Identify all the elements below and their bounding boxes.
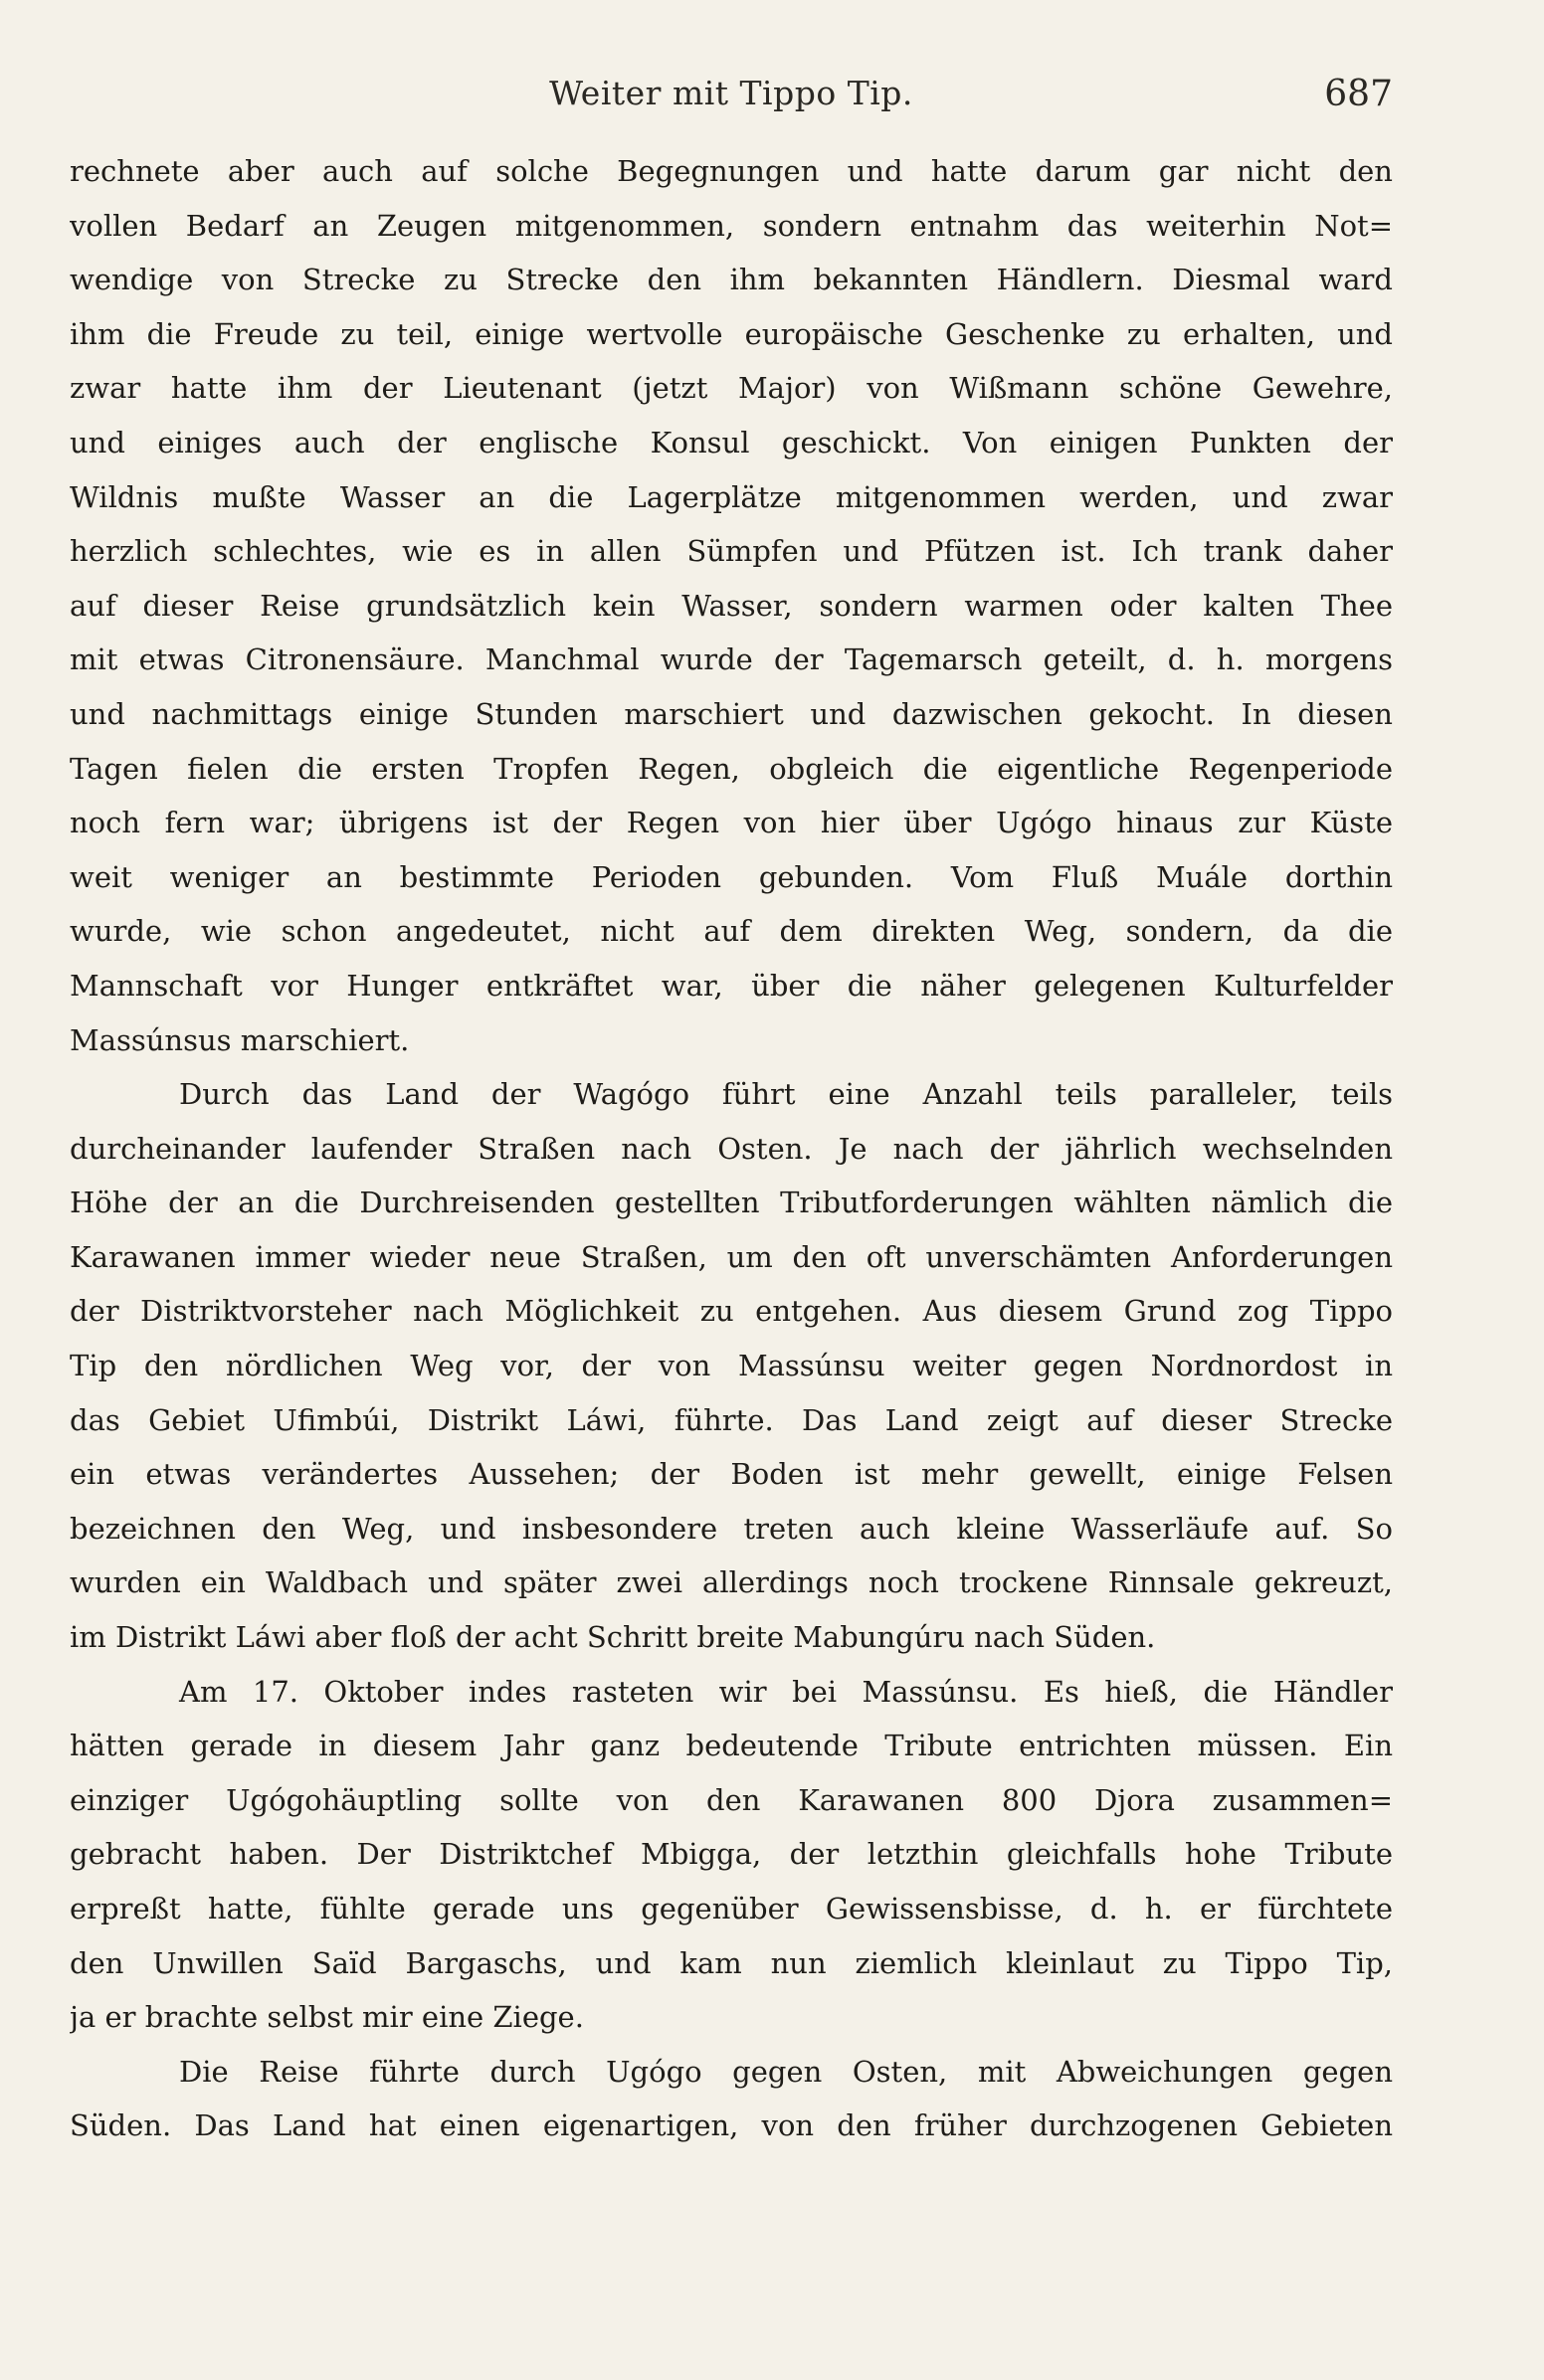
text-line: auf dieser Reise grundsätzlich kein Wasser, sondern warmen oder kalten Thee (70, 588, 1393, 623)
text-line: wendige von Strecke zu Strecke den ihm bekannten Händlern. Diesmal ward (70, 263, 1393, 297)
text-line: herzlich schlechtes, wie es in allen Sümpfen und Pfützen ist. Ich trank daher (70, 534, 1393, 569)
text-line: gebracht haben. Der Distriktchef Mbigga, der letzthin gleichfalls hohe Tribute (70, 1837, 1393, 1872)
text-line: Tagen fielen die ersten Tropfen Regen, obgleich die eigentliche Regenperiode (70, 751, 1393, 786)
text-line: Die Reise führte durch Ugógo gegen Osten, mit Abweichungen gegen (179, 2054, 1393, 2089)
text-line: der Distriktvorsteher nach Möglichkeit zu entgehen. Aus diesem Grund zog Tippo (70, 1294, 1393, 1329)
running-title: Weiter mit Tippo Tip. (549, 74, 913, 112)
text-line: ja er brachte selbst mir eine Ziege. (70, 2000, 584, 2035)
text-line: das Gebiet Ufimbúi, Distrikt Láwi, führte. Das Land zeigt auf dieser Strecke (70, 1402, 1393, 1437)
text-line: und nachmittags einige Stunden marschiert und dazwischen gekocht. In diesen (70, 696, 1393, 731)
page-number: 687 (1324, 74, 1393, 114)
text-line: Wildnis mußte Wasser an die Lagerplätze mitgenommen werden, und zwar (70, 479, 1393, 514)
text-line: Mannschaft vor Hunger entkräftet war, über die näher gelegenen Kulturfelder (70, 968, 1393, 1003)
body-text (70, 144, 1393, 2153)
text-line: den Unwillen Saïd Bargaschs, und kam nun ziemlich kleinlaut zu Tippo Tip, (70, 1945, 1393, 1980)
text-line: Am 17. Oktober indes rasteten wir bei Massúnsu. Es hieß, die Händler (179, 1674, 1393, 1709)
text-line: ihm die Freude zu teil, einige wertvolle europäische Geschenke zu erhalten, und (70, 316, 1393, 351)
text-line: weit weniger an bestimmte Perioden gebunden. Vom Fluß Muále dorthin (70, 859, 1393, 894)
text-line: Süden. Das Land hat einen eigenartigen, von den früher durchzogenen Gebieten (70, 2108, 1393, 2143)
text-line: Massúnsus marschiert. (70, 1022, 410, 1057)
text-line: rechnete aber auch auf solche Begegnungen und hatte darum gar nicht den (70, 154, 1393, 188)
text-line: bezeichnen den Weg, und insbesondere treten auch kleine Wasserläufe auf. So (70, 1511, 1393, 1546)
running-head (70, 74, 1393, 123)
text-line: Höhe der an die Durchreisenden gestellten Tributforderungen wählten nämlich die (70, 1186, 1393, 1220)
text-line: erpreßt hatte, fühlte gerade uns gegenüber Gewissensbisse, d. h. er fürchtete (70, 1892, 1393, 1925)
text-line: wurden ein Waldbach und später zwei allerdings noch trockene Rinnsale gekreuzt, (70, 1565, 1393, 1600)
text-line: und einiges auch der englische Konsul geschickt. Von einigen Punkten der (70, 425, 1393, 459)
text-line: einziger Ugógohäuptling sollte von den Karawanen 800 Djora zusammen= (70, 1782, 1393, 1817)
text-line: im Distrikt Láwi aber floß der acht Schritt breite Mabungúru nach Süden. (70, 1620, 1156, 1655)
text-line: durcheinander laufender Straßen nach Osten. Je nach der jährlich wechselnden (70, 1131, 1393, 1166)
text-line: hätten gerade in diesem Jahr ganz bedeutende Tribute entrichten müssen. Ein (70, 1729, 1393, 1763)
text-line: Tip den nördlichen Weg vor, der von Massúnsu weiter gegen Nordnordost in (70, 1349, 1393, 1383)
text-line: ein etwas verändertes Aussehen; der Boden ist mehr gewellt, einige Felsen (70, 1457, 1393, 1492)
text-line: Karawanen immer wieder neue Straßen, um den oft unverschämten Anforderungen (70, 1239, 1393, 1274)
text-line: wurde, wie schon angedeutet, nicht auf dem direkten Weg, sondern, da die (70, 914, 1393, 949)
text-line: noch fern war; übrigens ist der Regen von hier über Ugógo hinaus zur Küste (70, 806, 1393, 840)
text-line: Durch das Land der Wagógo führt eine Anzahl teils paralleler, teils (179, 1077, 1393, 1112)
text-line: mit etwas Citronensäure. Manchmal wurde der Tagemarsch geteilt, d. h. morgens (70, 642, 1393, 677)
text-line: vollen Bedarf an Zeugen mitgenommen, sondern entnahm das weiterhin Not= (70, 208, 1393, 243)
text-line: zwar hatte ihm der Lieutenant (jetzt Major) von Wißmann schöne Gewehre, (70, 371, 1393, 406)
